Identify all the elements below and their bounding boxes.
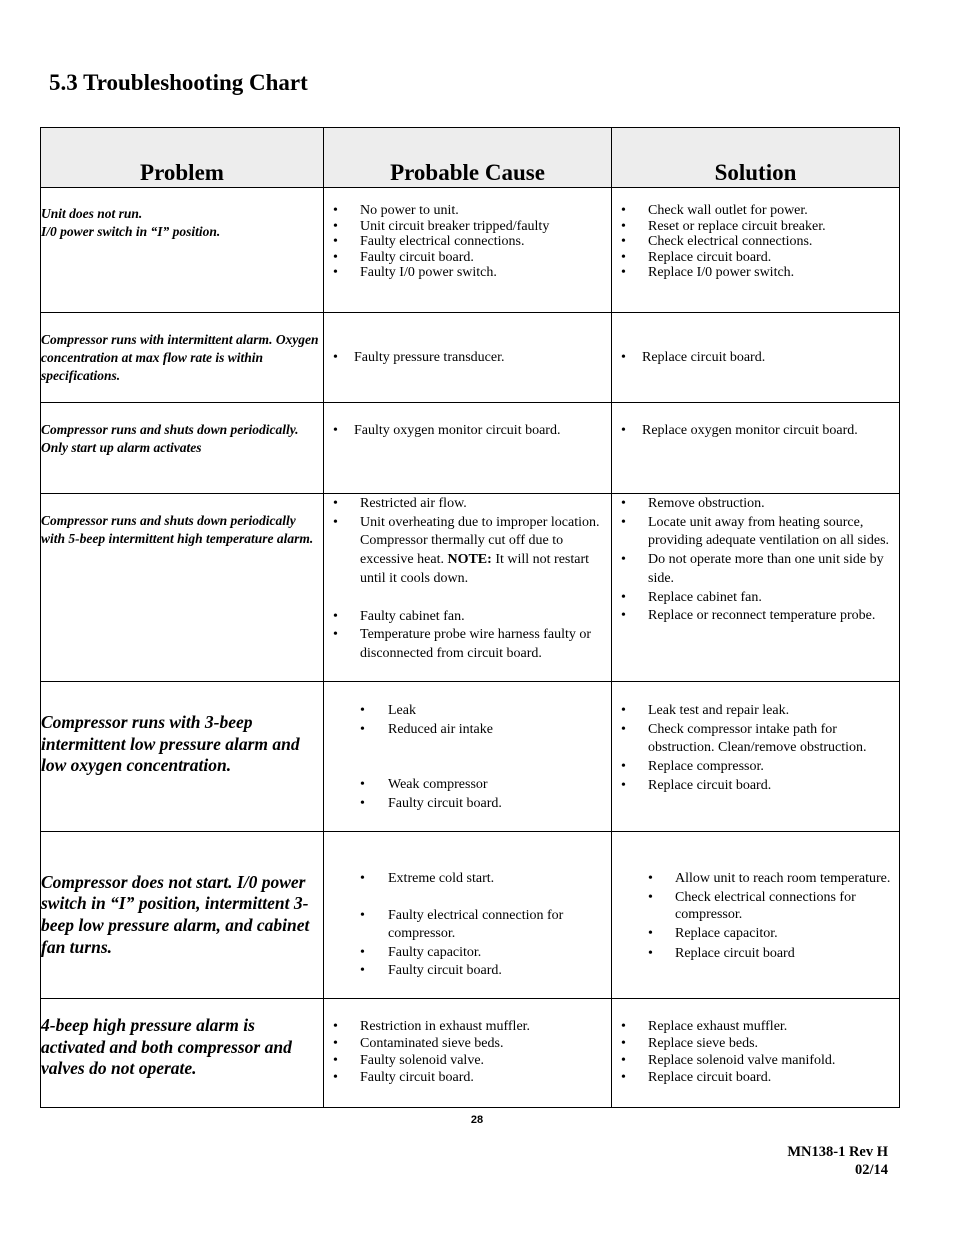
list-item: • Replace oxygen monitor circuit board.	[612, 423, 899, 439]
document-id	[787, 1143, 888, 1179]
list-item: • Check wall outlet for power.	[612, 203, 899, 219]
cause-list	[324, 203, 611, 281]
list-item: • Faulty circuit board.	[324, 1069, 611, 1086]
list-item: • Unit circuit breaker tripped/faulty	[324, 219, 611, 235]
list-item: • Leak	[324, 702, 611, 721]
cause-cell	[324, 682, 612, 832]
list-item: • Replace exhaust muffler.	[612, 1018, 899, 1035]
list-item: • Faulty circuit board.	[324, 795, 611, 814]
list-item: • No power to unit.	[324, 203, 611, 219]
table-row	[41, 313, 900, 403]
troubleshooting-table	[40, 127, 900, 1108]
list-item: • Faulty solenoid valve.	[324, 1052, 611, 1069]
list-item: • Replace I/0 power switch.	[612, 265, 899, 281]
header-probable-cause: Probable Cause	[324, 128, 612, 188]
cause-cell	[324, 188, 612, 313]
table-row	[41, 682, 900, 832]
list-item: • Restriction in exhaust muffler.	[324, 1018, 611, 1035]
list-item: • Replace circuit board.	[612, 250, 899, 266]
list-item: • Faulty capacitor.	[324, 944, 611, 963]
problem-cell: Unit does not run. I/0 power switch in “I” position.	[41, 188, 324, 313]
list-item: • Check compressor intake path for obstruction. Clean/remove obstruction.	[612, 721, 899, 758]
cause-cell	[324, 494, 612, 682]
cause-cell	[324, 999, 612, 1108]
list-item: • Replace sieve beds.	[612, 1035, 899, 1052]
solution-cell	[612, 188, 900, 313]
problem-cell: Compressor runs with 3-beep intermittent low pressure alarm and low oxygen concentration.	[41, 682, 324, 832]
cause-list	[324, 870, 611, 981]
cause-list	[324, 495, 611, 664]
cause-cell	[324, 832, 612, 999]
list-item: • Replace solenoid valve manifold.	[612, 1052, 899, 1069]
problem-cell: Compressor runs and shuts down periodically with 5-beep intermittent high temperature alarm.	[41, 494, 324, 682]
list-item: • Unit overheating due to improper location. Compressor thermally cut off due to excessive heat. NOTE: It will not restart until it cools down.	[324, 514, 611, 589]
solution-list	[612, 702, 899, 796]
list-item: • Contaminated sieve beds.	[324, 1035, 611, 1052]
cause-list	[324, 350, 611, 366]
header-solution: Solution	[612, 128, 900, 188]
table-row	[41, 494, 900, 682]
list-item: • Temperature probe wire harness faulty or disconnected from circuit board.	[324, 626, 611, 663]
cause-cell	[324, 403, 612, 494]
list-item: • Leak test and repair leak.	[612, 702, 899, 721]
solution-list	[612, 423, 899, 439]
table-row	[41, 403, 900, 494]
table-header-row	[41, 128, 900, 188]
cause-list	[324, 423, 611, 439]
list-item: • Faulty electrical connection for compressor.	[324, 907, 611, 944]
solution-list	[612, 350, 899, 366]
solution-cell	[612, 494, 900, 682]
solution-cell	[612, 682, 900, 832]
list-item: • Faulty electrical connections.	[324, 234, 611, 250]
list-item: • Faulty pressure transducer.	[324, 350, 611, 366]
list-item: • Replace circuit board	[612, 945, 899, 963]
list-item: • Restricted air flow.	[324, 495, 611, 514]
list-item: • Replace circuit board.	[612, 350, 899, 366]
solution-list	[612, 1018, 899, 1086]
cause-list	[324, 702, 611, 814]
solution-list	[612, 203, 899, 281]
solution-cell	[612, 999, 900, 1108]
list-item: • Replace circuit board.	[612, 1069, 899, 1086]
document-date: 02/14	[854, 1162, 888, 1178]
solution-cell	[612, 832, 900, 999]
list-item: • Do not operate more than one unit side by side.	[612, 551, 899, 588]
table-row	[41, 832, 900, 999]
list-item: • Faulty circuit board.	[324, 962, 611, 981]
solution-cell	[612, 313, 900, 403]
list-item: • Reduced air intake	[324, 721, 611, 740]
list-item: • Replace circuit board.	[612, 777, 899, 796]
section-title: 5.3 Troubleshooting Chart	[49, 70, 308, 95]
list-item: • Check electrical connections for compressor.	[612, 889, 899, 923]
header-problem: Problem	[41, 128, 324, 188]
list-item: • Faulty cabinet fan.	[324, 608, 611, 627]
list-item: • Replace capacitor.	[612, 925, 899, 943]
table-row	[41, 188, 900, 313]
list-item: • Weak compressor	[324, 776, 611, 795]
problem-cell: 4-beep high pressure alarm is activated and both compressor and valves do not operate.	[41, 999, 324, 1108]
table-row	[41, 999, 900, 1108]
solution-cell	[612, 403, 900, 494]
list-item: • Remove obstruction.	[612, 495, 899, 514]
list-item: • Extreme cold start.	[324, 870, 611, 889]
cause-list	[324, 1018, 611, 1086]
list-item: • Faulty I/0 power switch.	[324, 265, 611, 281]
solution-list	[612, 870, 899, 963]
solution-list	[612, 495, 899, 626]
problem-cell: Compressor runs with intermittent alarm. Oxygen concentration at max flow rate is within specifications.	[41, 313, 324, 403]
note-label: NOTE:	[447, 552, 492, 568]
cause-cell	[324, 313, 612, 403]
list-item: • Check electrical connections.	[612, 234, 899, 250]
list-item: • Faulty circuit board.	[324, 250, 611, 266]
list-item: • Reset or replace circuit breaker.	[612, 219, 899, 235]
list-item: • Replace or reconnect temperature probe.	[612, 607, 899, 626]
document-revision: MN138-1 Rev H	[787, 1144, 888, 1160]
page-number: 28	[470, 1114, 484, 1126]
problem-cell: Compressor runs and shuts down periodically. Only start up alarm activates	[41, 403, 324, 494]
problem-cell: Compressor does not start. I/0 power switch in “I” position, intermittent 3-beep low pressure alarm, and cabinet fan turns.	[41, 832, 324, 999]
list-item: • Faulty oxygen monitor circuit board.	[324, 423, 611, 439]
list-item: • Replace compressor.	[612, 758, 899, 777]
list-item: • Replace cabinet fan.	[612, 589, 899, 608]
list-item: • Allow unit to reach room temperature.	[612, 870, 899, 887]
list-item: • Locate unit away from heating source, providing adequate ventilation on all sides.	[612, 514, 899, 551]
